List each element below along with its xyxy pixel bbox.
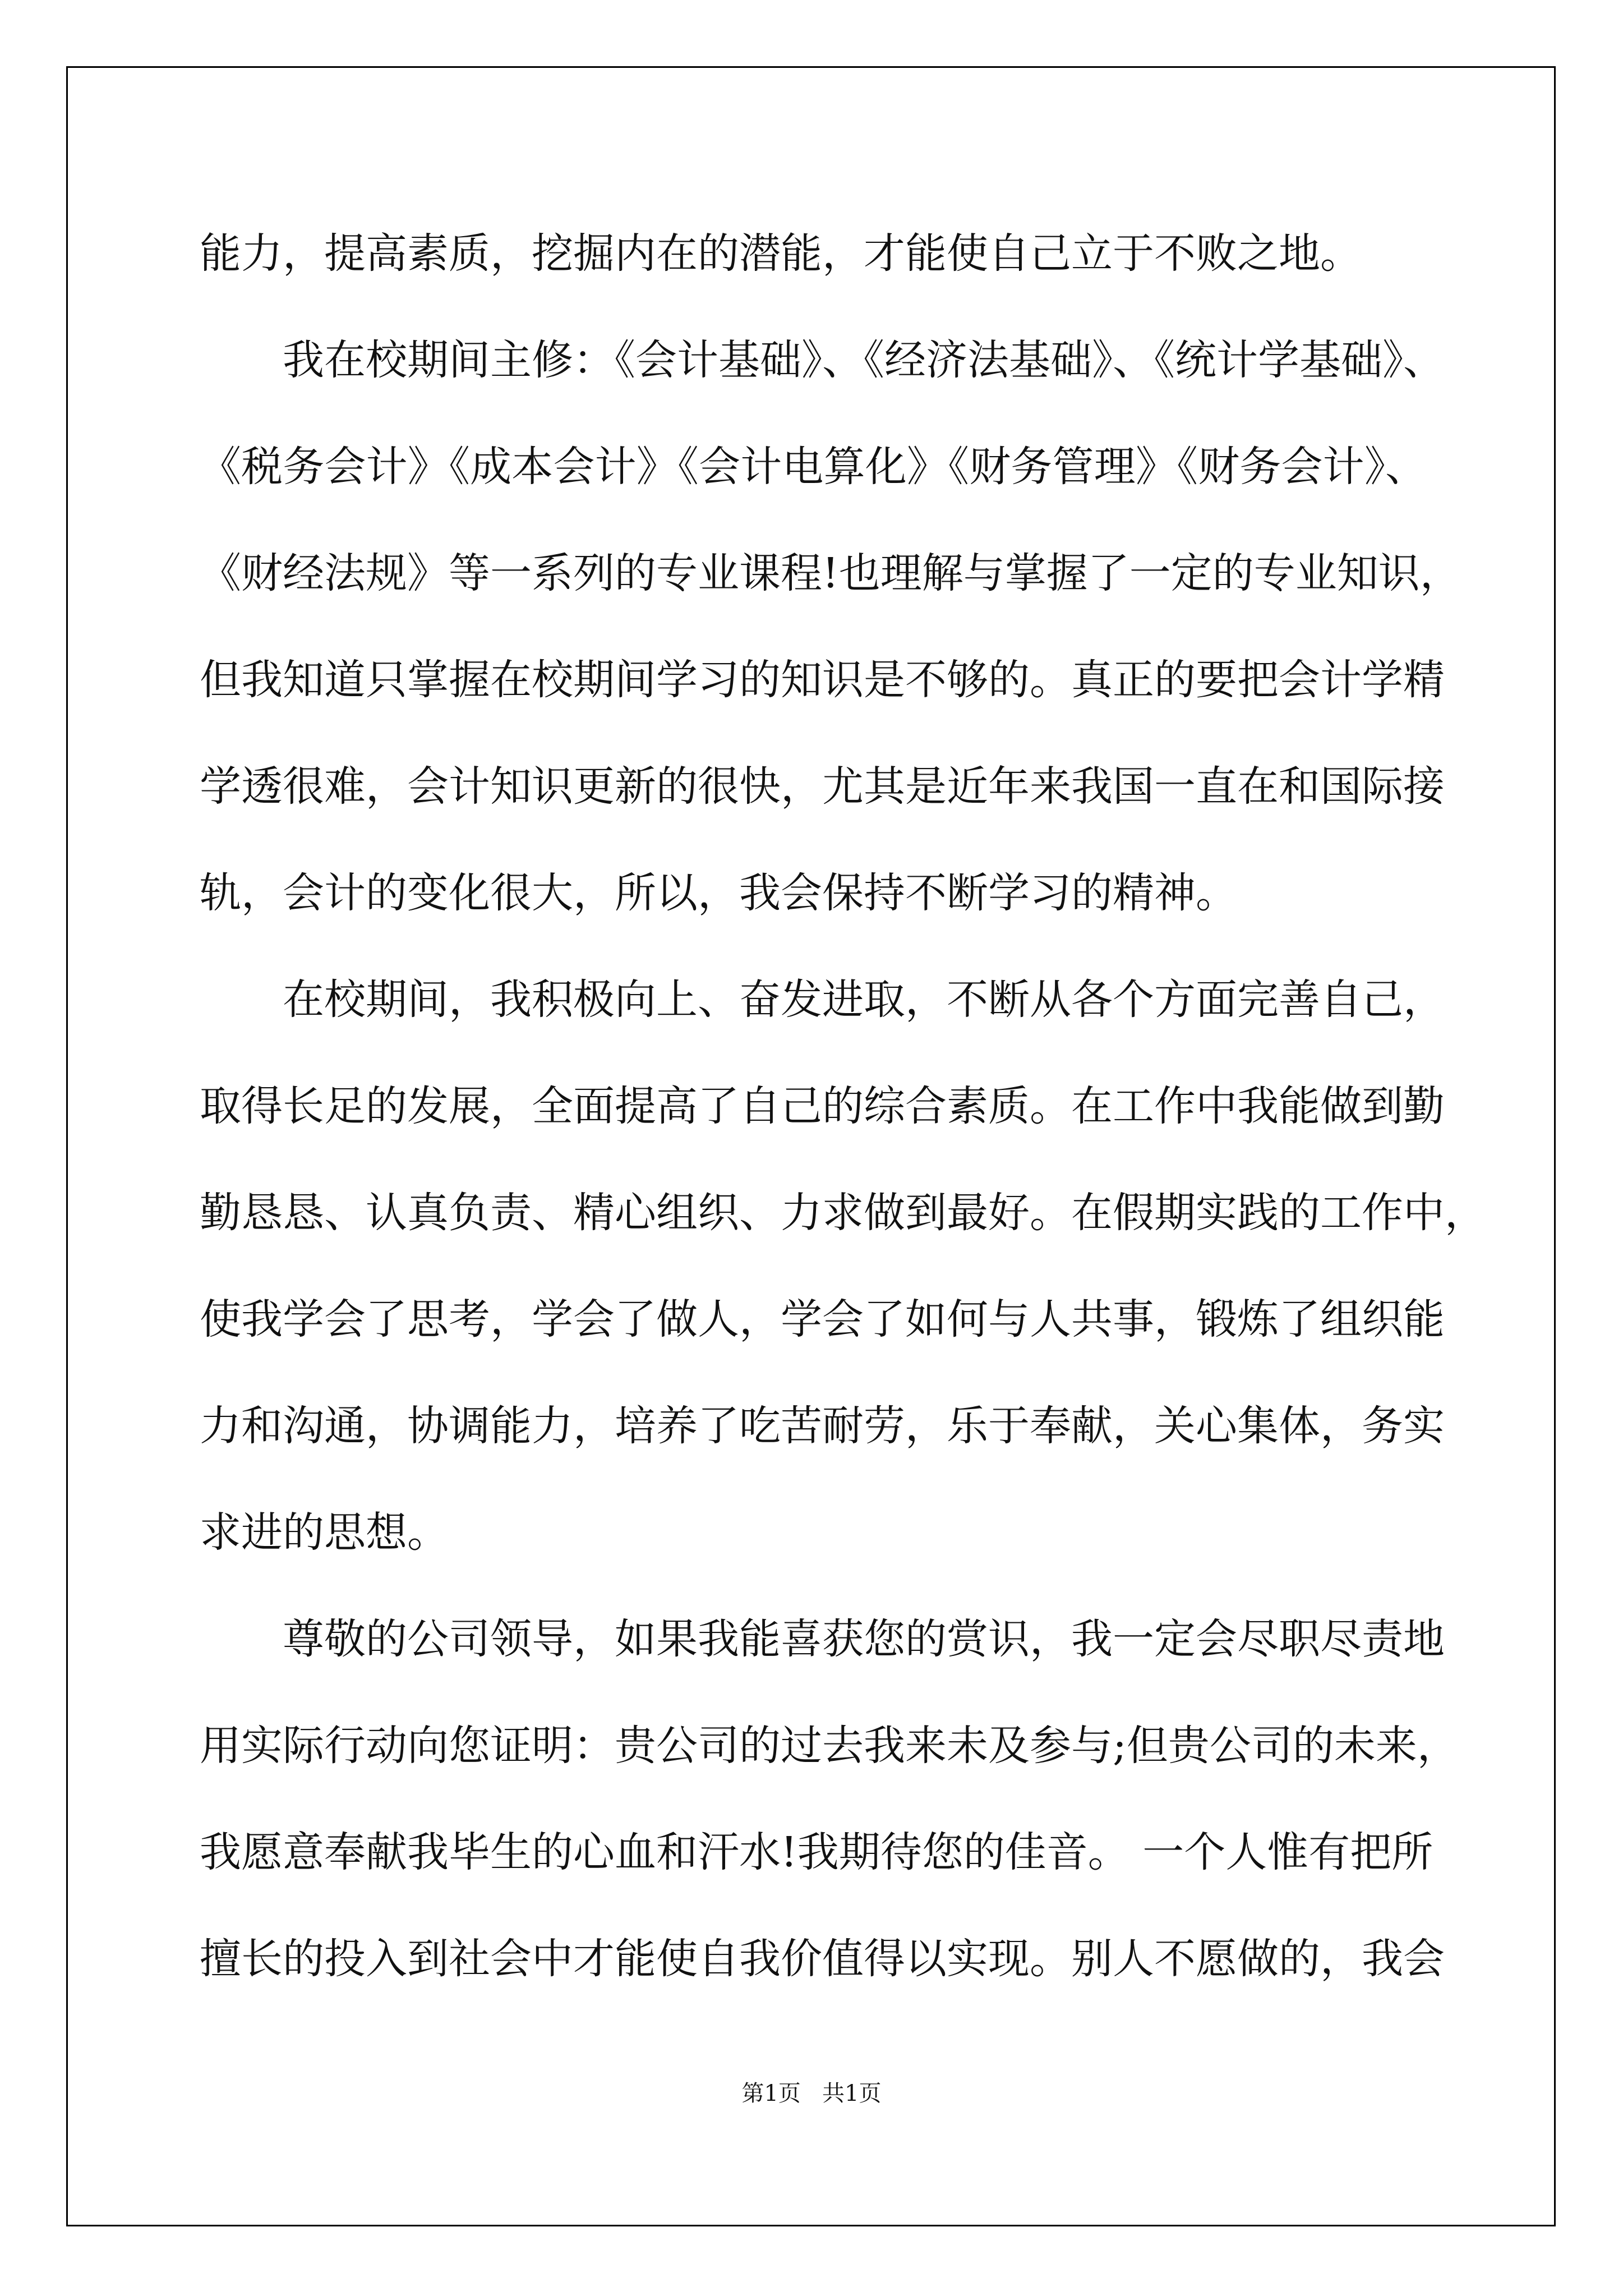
text-line-11: 使我学会了思考，学会了做人，学会了如何与人共事，锻炼了组织能	[200, 1295, 1445, 1343]
text-line-4: 《财经法规》等一系列的专业课程!也理解与掌握了一定的专业知识，	[200, 549, 1461, 597]
text-line-2: 我在校期间主修：《会计基础》、《经济法基础》、《统计学基础》、	[283, 336, 1445, 384]
document-body	[200, 200, 1486, 2012]
text-line-17: 擅长的投入到社会中才能使自我价值得以实现。别人不愿做的，我会	[200, 1935, 1445, 1983]
text-line-1: 能力，提高素质，挖掘内在的潜能，才能使自己立于不败之地。	[200, 229, 1362, 278]
text-line-12: 力和沟通，协调能力，培养了吃苦耐劳，乐于奉献，关心集体，务实	[200, 1402, 1445, 1450]
text-line-5: 但我知道只掌握在校期间学习的知识是不够的。真正的要把会计学精	[200, 656, 1445, 704]
text-line-8: 在校期间，我积极向上、奋发进取，不断从各个方面完善自己，	[283, 976, 1445, 1024]
text-line-13: 求进的思想。	[200, 1508, 449, 1557]
text-line-6: 学透很难，会计知识更新的很快，尤其是近年来我国一直在和国际接	[200, 762, 1445, 811]
text-line-7: 轨，会计的变化很大，所以，我会保持不断学习的精神。	[200, 869, 1237, 917]
text-line-10: 勤恳恳、认真负责、精心组织、力求做到最好。在假期实践的工作中，	[200, 1189, 1486, 1237]
page-number-footer: 第1页 共1页	[741, 2081, 882, 2106]
text-line-15: 用实际行动向您证明：贵公司的过去我来未及参与;但贵公司的未来，	[200, 1722, 1459, 1770]
text-line-16: 我愿意奉献我毕生的心血和汗水!我期待您的佳音。 一个人惟有把所	[200, 1828, 1433, 1876]
text-line-3: 《税务会计》《成本会计》《会计电算化》《财务管理》《财务会计》、	[200, 443, 1427, 491]
text-line-14: 尊敬的公司领导，如果我能喜获您的赏识，我一定会尽职尽责地	[283, 1615, 1445, 1663]
text-line-9: 取得长足的发展，全面提高了自己的综合素质。在工作中我能做到勤	[200, 1082, 1445, 1130]
